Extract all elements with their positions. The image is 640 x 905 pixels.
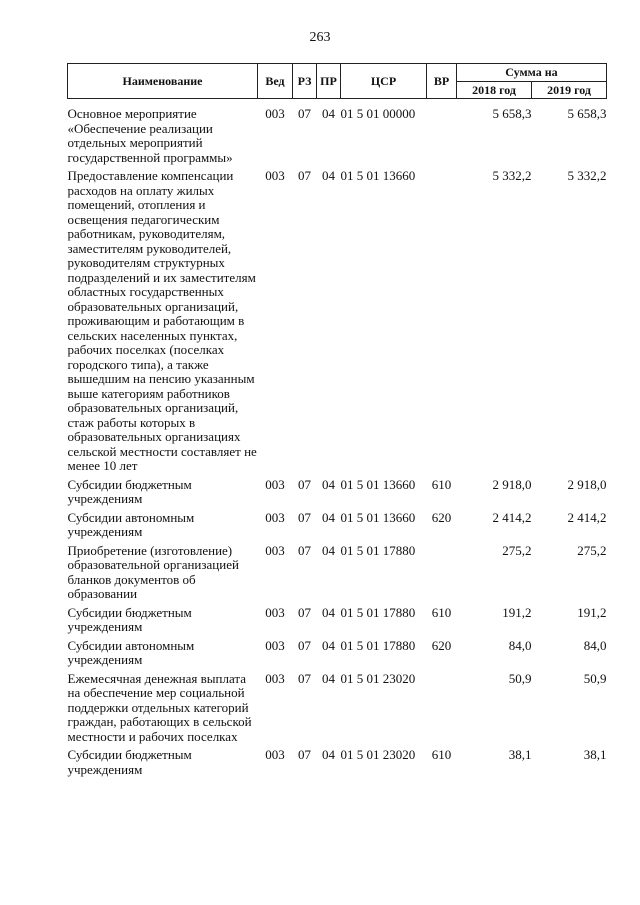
row-amount-2019: 5 332,2 (567, 168, 607, 183)
row-ved: 003 (265, 637, 285, 653)
row-rz: 07 (298, 670, 311, 686)
row-vr: 620 (431, 637, 452, 653)
row-vr (427, 672, 457, 749)
row-rz: 07 (298, 168, 311, 183)
row-csr: 01 5 01 23020 (340, 747, 416, 762)
table-row (68, 511, 607, 544)
row-name: Приобретение (изготовление) образовательной организацией бланков документов об образовании (67, 542, 239, 601)
row-amount-2018: 5 332,2 (492, 168, 532, 183)
row-amount-2019: 191,2 (577, 604, 607, 620)
header-year-2018: 2018 год (457, 82, 532, 99)
row-csr: 01 5 01 00000 (340, 106, 416, 121)
row-rz: 07 (298, 509, 311, 525)
table-row (68, 639, 607, 672)
row-pr: 04 (322, 670, 335, 686)
row-csr: 01 5 01 17880 (340, 542, 416, 558)
header-vr: ВР (427, 64, 457, 99)
row-amount-2018: 2 414,2 (492, 509, 532, 525)
row-vr (427, 99, 457, 170)
row-csr: 01 5 01 13660 (340, 476, 416, 492)
row-ved: 003 (265, 168, 285, 183)
row-ved: 003 (265, 670, 285, 686)
row-amount-2018: 38,1 (508, 747, 532, 762)
table-row (68, 748, 607, 781)
row-amount-2019: 275,2 (577, 542, 607, 558)
row-rz: 07 (298, 637, 311, 653)
row-pr: 04 (322, 106, 335, 121)
row-pr: 04 (322, 168, 335, 183)
row-amount-2019: 50,9 (583, 670, 607, 686)
row-amount-2019: 2 414,2 (567, 509, 607, 525)
row-name: Субсидии бюджетным учреждениям (67, 476, 192, 506)
row-ved: 003 (265, 509, 285, 525)
row-pr: 04 (322, 604, 335, 620)
header-name: Наименование (68, 64, 258, 99)
row-vr: 610 (431, 476, 452, 492)
header-csr: ЦСР (341, 64, 427, 99)
row-vr (427, 544, 457, 606)
row-vr: 610 (431, 747, 452, 762)
row-ved: 003 (265, 747, 285, 762)
budget-table (67, 63, 607, 781)
table-body (68, 99, 607, 782)
row-name: Основное мероприятие «Обеспечение реализации отдельных мероприятий государственной программы» (67, 106, 233, 165)
row-amount-2018: 275,2 (502, 542, 532, 558)
row-rz: 07 (298, 604, 311, 620)
row-name: Субсидии бюджетным учреждениям (67, 604, 192, 634)
row-name: Предоставление компенсации расходов на оплату жилых помещений, отопления и освещения педагогическим работникам, руководителям, заместителям руководителей, руководителям структурных подразделений и их заместителям областных государственных образовательных организаций, проживающим и работающим в сельских населенных пунктах, рабочих поселках (поселках городского типа), а также вышедшим на пенсию указанным выше категориям работников образовательных организаций, стаж работы которых в образовательных организациях сельской местности составляет не менее 10 лет (67, 168, 257, 473)
table-row (68, 478, 607, 511)
row-ved: 003 (265, 542, 285, 558)
row-name: Ежемесячная денежная выплата на обеспечение мер социальной поддержки отдельных категорий граждан, работающих в сельской местности и рабочих поселках (67, 670, 252, 744)
header-rz: РЗ (293, 64, 317, 99)
row-amount-2018: 5 658,3 (492, 106, 532, 121)
row-amount-2018: 191,2 (502, 604, 532, 620)
table-row (68, 544, 607, 606)
row-csr: 01 5 01 13660 (340, 509, 416, 525)
header-year-2019: 2019 год (532, 82, 607, 99)
row-vr: 610 (431, 604, 452, 620)
row-csr: 01 5 01 17880 (340, 637, 416, 653)
row-pr: 04 (322, 542, 335, 558)
table-row (68, 169, 607, 478)
row-amount-2018: 2 918,0 (492, 476, 532, 492)
row-pr: 04 (322, 747, 335, 762)
row-csr: 01 5 01 23020 (340, 670, 416, 686)
row-amount-2019: 84,0 (583, 637, 607, 653)
row-vr: 620 (431, 509, 452, 525)
row-pr: 04 (322, 476, 335, 492)
row-amount-2018: 50,9 (508, 670, 532, 686)
row-pr: 04 (322, 637, 335, 653)
row-amount-2019: 2 918,0 (567, 476, 607, 492)
row-amount-2019: 5 658,3 (567, 106, 607, 121)
row-ved: 003 (265, 604, 285, 620)
page-number: 263 (309, 30, 331, 45)
table-row (68, 606, 607, 639)
row-rz: 07 (298, 747, 311, 762)
row-name: Субсидии автономным учреждениям (67, 509, 195, 539)
row-name: Субсидии бюджетным учреждениям (67, 747, 192, 777)
row-amount-2018: 84,0 (508, 637, 532, 653)
row-rz: 07 (298, 542, 311, 558)
table-row (68, 672, 607, 749)
row-pr: 04 (322, 509, 335, 525)
row-rz: 07 (298, 476, 311, 492)
header-ved: Вед (258, 64, 293, 99)
row-ved: 003 (265, 106, 285, 121)
row-name: Субсидии автономным учреждениям (67, 637, 195, 667)
header-sum: Сумма на (457, 64, 607, 82)
row-ved: 003 (265, 476, 285, 492)
table-row (68, 99, 607, 170)
row-csr: 01 5 01 13660 (340, 168, 416, 183)
row-vr (427, 169, 457, 478)
row-csr: 01 5 01 17880 (340, 604, 416, 620)
row-amount-2019: 38,1 (583, 747, 607, 762)
header-pr: ПР (317, 64, 341, 99)
row-rz: 07 (298, 106, 311, 121)
